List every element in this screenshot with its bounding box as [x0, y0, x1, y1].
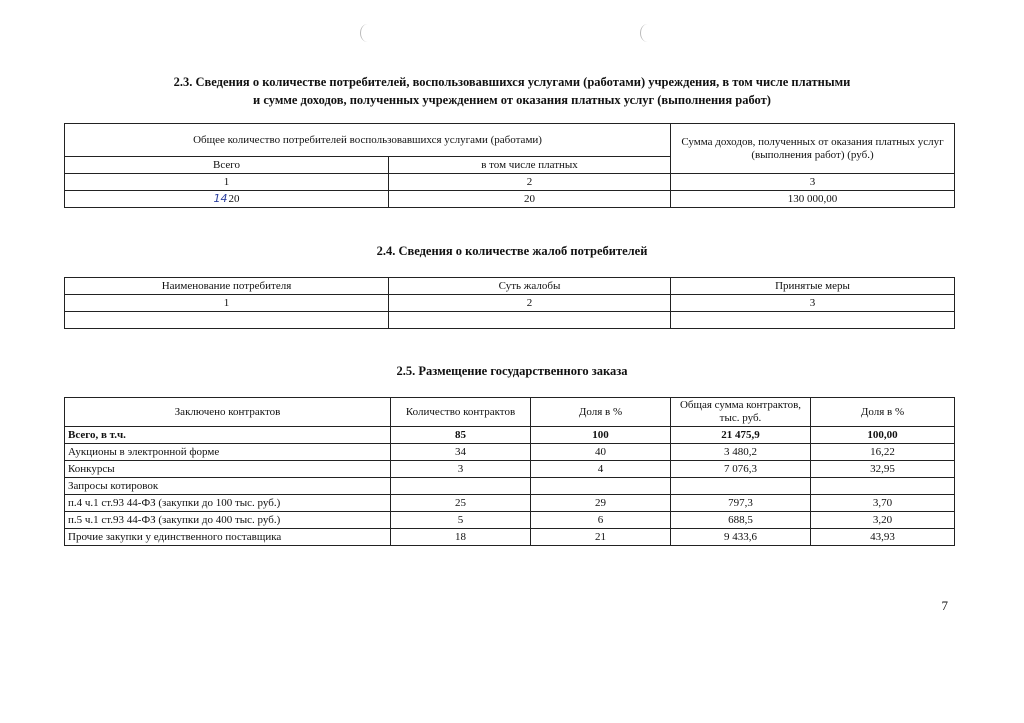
table-row: Конкурсы 3 4 7 076,3 32,95 — [65, 461, 955, 478]
header-consumers: Общее количество потребителей воспользовавшихся услугами (работами) — [65, 124, 671, 157]
section-2-4-title: 2.4. Сведения о количестве жалоб потребителей — [376, 244, 648, 258]
header-total: Всего — [65, 157, 389, 174]
handwritten-note: 14 — [213, 192, 228, 205]
header-complaint: Суть жалобы — [389, 278, 671, 295]
column-number: 3 — [671, 174, 955, 191]
header-count: Количество контрактов — [391, 398, 531, 427]
table-row: п.4 ч.1 ст.93 44-ФЗ (закупки до 100 тыс. руб.) 25 29 797,3 3,70 — [65, 495, 955, 512]
procurement-table — [64, 397, 955, 546]
table-row: Запросы котировок — [65, 478, 955, 495]
column-number: 2 — [389, 174, 671, 191]
column-number: 1 — [65, 174, 389, 191]
header-measures: Принятые меры — [671, 278, 955, 295]
punch-hole-mark — [640, 24, 655, 42]
complaints-table — [64, 277, 955, 329]
header-consumer-name: Наименование потребителя — [65, 278, 389, 295]
section-2-5-title: 2.5. Размещение государственного заказа — [396, 364, 628, 378]
section-2-3-title — [0, 73, 1024, 109]
consumers-table — [64, 123, 955, 208]
table-row: п.5 ч.1 ст.93 44-ФЗ (закупки до 400 тыс. руб.) 5 6 688,5 3,20 — [65, 512, 955, 529]
cell-total — [65, 191, 389, 208]
page-number: 7 — [941, 598, 948, 613]
section-2-3-title-line2: и сумме доходов, полученных учреждением от оказания платных услуг (выполнения работ) — [253, 93, 771, 107]
header-sum: Общая сумма контрактов, тыс. руб. — [671, 398, 811, 427]
table-row: Всего, в т.ч. 85 100 21 475,9 100,00 — [65, 427, 955, 444]
header-paid: в том числе платных — [389, 157, 671, 174]
column-number: 2 — [389, 295, 671, 312]
header-share: Доля в % — [531, 398, 671, 427]
section-2-3-title-line1: 2.3. Сведения о количестве потребителей, воспользовавшихся услугами (работами) учреждения, в том числе платными — [173, 75, 851, 89]
column-number: 3 — [671, 295, 955, 312]
table-row: Аукционы в электронной форме 34 40 3 480,2 16,22 — [65, 444, 955, 461]
table-row: Прочие закупки у единственного поставщика 18 21 9 433,6 43,93 — [65, 529, 955, 546]
cell-paid: 20 — [389, 191, 671, 208]
table-row — [65, 312, 955, 329]
punch-hole-mark — [360, 24, 375, 42]
column-number: 1 — [65, 295, 389, 312]
header-contracts: Заключено контрактов — [65, 398, 391, 427]
header-sum-share: Доля в % — [811, 398, 955, 427]
header-income: Сумма доходов, полученных от оказания платных услуг (выполнения работ) (руб.) — [671, 124, 955, 174]
total-value: 20 — [228, 193, 240, 205]
cell-income: 130 000,00 — [671, 191, 955, 208]
